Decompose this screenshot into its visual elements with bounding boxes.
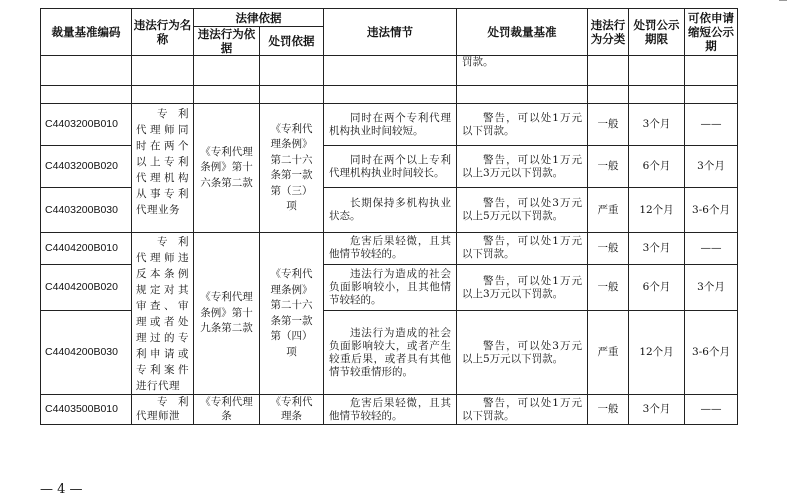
standard-cell: 警告，可以处1万元以下罚款。 bbox=[457, 233, 588, 265]
code-cell: C4403200B020 bbox=[41, 146, 132, 188]
violation-basis-cell: 《专利代理条例》第十六条第二款 bbox=[194, 104, 260, 233]
header-shorten: 可依申请缩短公示期 bbox=[685, 9, 738, 56]
penalty-basis-cell: 《专利代理条例》第二十六条第一款第（四）项 bbox=[260, 233, 324, 395]
violation-name-cell: 专利代理师违反本条例规定对其审查、审理或者处理过的专利申请或专利案件进行代理 bbox=[132, 233, 194, 395]
standard-cell: 警告，可以处1万元以下罚款。 bbox=[457, 104, 588, 146]
plot-cell: 危害后果轻微，且其他情节较轻的。 bbox=[324, 395, 457, 425]
header-penalty-basis: 处罚依据 bbox=[260, 27, 324, 56]
violation-basis-cell: 《专利代理条例》第十九条第二款 bbox=[194, 233, 260, 395]
shorten-cell: 3-6个月 bbox=[685, 311, 738, 395]
class-cell: 严重 bbox=[588, 311, 629, 395]
period-cell: 12个月 bbox=[629, 188, 685, 233]
plot-cell: 同时在两个专利代理机构执业时间较短。 bbox=[324, 104, 457, 146]
period-cell: 6个月 bbox=[629, 146, 685, 188]
penalty-basis-cell: 《专利代理条例》第二十六条第一款第（三）项 bbox=[260, 104, 324, 233]
code-cell: C4404200B010 bbox=[41, 233, 132, 265]
violation-name-cell: 专利代理师同时在两个以上专利代理机构从事专利代理业务 bbox=[132, 104, 194, 233]
code-cell: C4404200B020 bbox=[41, 264, 132, 311]
table-row bbox=[41, 104, 738, 146]
page-edge-mark bbox=[779, 0, 787, 4]
table-row bbox=[41, 395, 738, 425]
penalty-basis-cell: 《专利代理条 bbox=[260, 395, 324, 425]
shorten-cell: 3个月 bbox=[685, 264, 738, 311]
header-legal: 法律依据 bbox=[194, 9, 324, 27]
header-name: 违法行为名称 bbox=[132, 9, 194, 56]
penalty-standard-table bbox=[40, 8, 738, 425]
violation-name-cell: 专利代理师泄 bbox=[132, 395, 194, 425]
period-cell: 12个月 bbox=[629, 311, 685, 395]
header-violation-basis: 违法行为依据 bbox=[194, 27, 260, 56]
plot-cell: 长期保持多机构执业状态。 bbox=[324, 188, 457, 233]
header-plot: 违法情节 bbox=[324, 9, 457, 56]
standard-cell: 罚款。 bbox=[457, 56, 588, 86]
code-cell: C4403200B010 bbox=[41, 104, 132, 146]
period-cell: 3个月 bbox=[629, 395, 685, 425]
standard-cell: 警告，可以处1万元以下罚款。 bbox=[457, 395, 588, 425]
table-row bbox=[41, 233, 738, 265]
standard-cell: 警告，可以处3万元以上5万元以下罚款。 bbox=[457, 188, 588, 233]
period-cell: 6个月 bbox=[629, 264, 685, 311]
standard-cell: 警告，可以处1万元以上3万元以下罚款。 bbox=[457, 146, 588, 188]
plot-cell: 违法行为造成的社会负面影响较小，且其他情节较轻的。 bbox=[324, 264, 457, 311]
header-standard: 处罚裁量基准 bbox=[457, 9, 588, 56]
header-period: 处罚公示期限 bbox=[629, 9, 685, 56]
class-cell: 一般 bbox=[588, 264, 629, 311]
table-row bbox=[41, 56, 738, 86]
code-cell: C4403500B010 bbox=[41, 395, 132, 425]
period-cell: 3个月 bbox=[629, 233, 685, 265]
shorten-cell: 3-6个月 bbox=[685, 188, 738, 233]
header-code: 裁量基准编码 bbox=[41, 9, 132, 56]
shorten-cell: —— bbox=[685, 233, 738, 265]
standard-cell: 警告，可以处3万元以上5万元以下罚款。 bbox=[457, 311, 588, 395]
class-cell: 一般 bbox=[588, 104, 629, 146]
class-cell: 一般 bbox=[588, 233, 629, 265]
class-cell: 严重 bbox=[588, 188, 629, 233]
code-cell: C4403200B030 bbox=[41, 188, 132, 233]
shorten-cell: —— bbox=[685, 395, 738, 425]
standard-cell: 警告，可以处1万元以上3万元以下罚款。 bbox=[457, 264, 588, 311]
violation-basis-cell: 《专利代理条 bbox=[194, 395, 260, 425]
plot-cell: 同时在两个以上专利代理机构执业时间较长。 bbox=[324, 146, 457, 188]
page-number: — 4 — bbox=[40, 482, 83, 497]
period-cell: 3个月 bbox=[629, 104, 685, 146]
class-cell: 一般 bbox=[588, 395, 629, 425]
plot-cell: 危害后果轻微，且其他情节较轻的。 bbox=[324, 233, 457, 265]
header-class: 违法行为分类 bbox=[588, 9, 629, 56]
code-cell: C4404200B030 bbox=[41, 311, 132, 395]
class-cell: 一般 bbox=[588, 146, 629, 188]
shorten-cell: —— bbox=[685, 104, 738, 146]
shorten-cell: 3个月 bbox=[685, 146, 738, 188]
plot-cell: 违法行为造成的社会负面影响较大，或者产生较重后果，或者具有其他情节较重情形的。 bbox=[324, 311, 457, 395]
